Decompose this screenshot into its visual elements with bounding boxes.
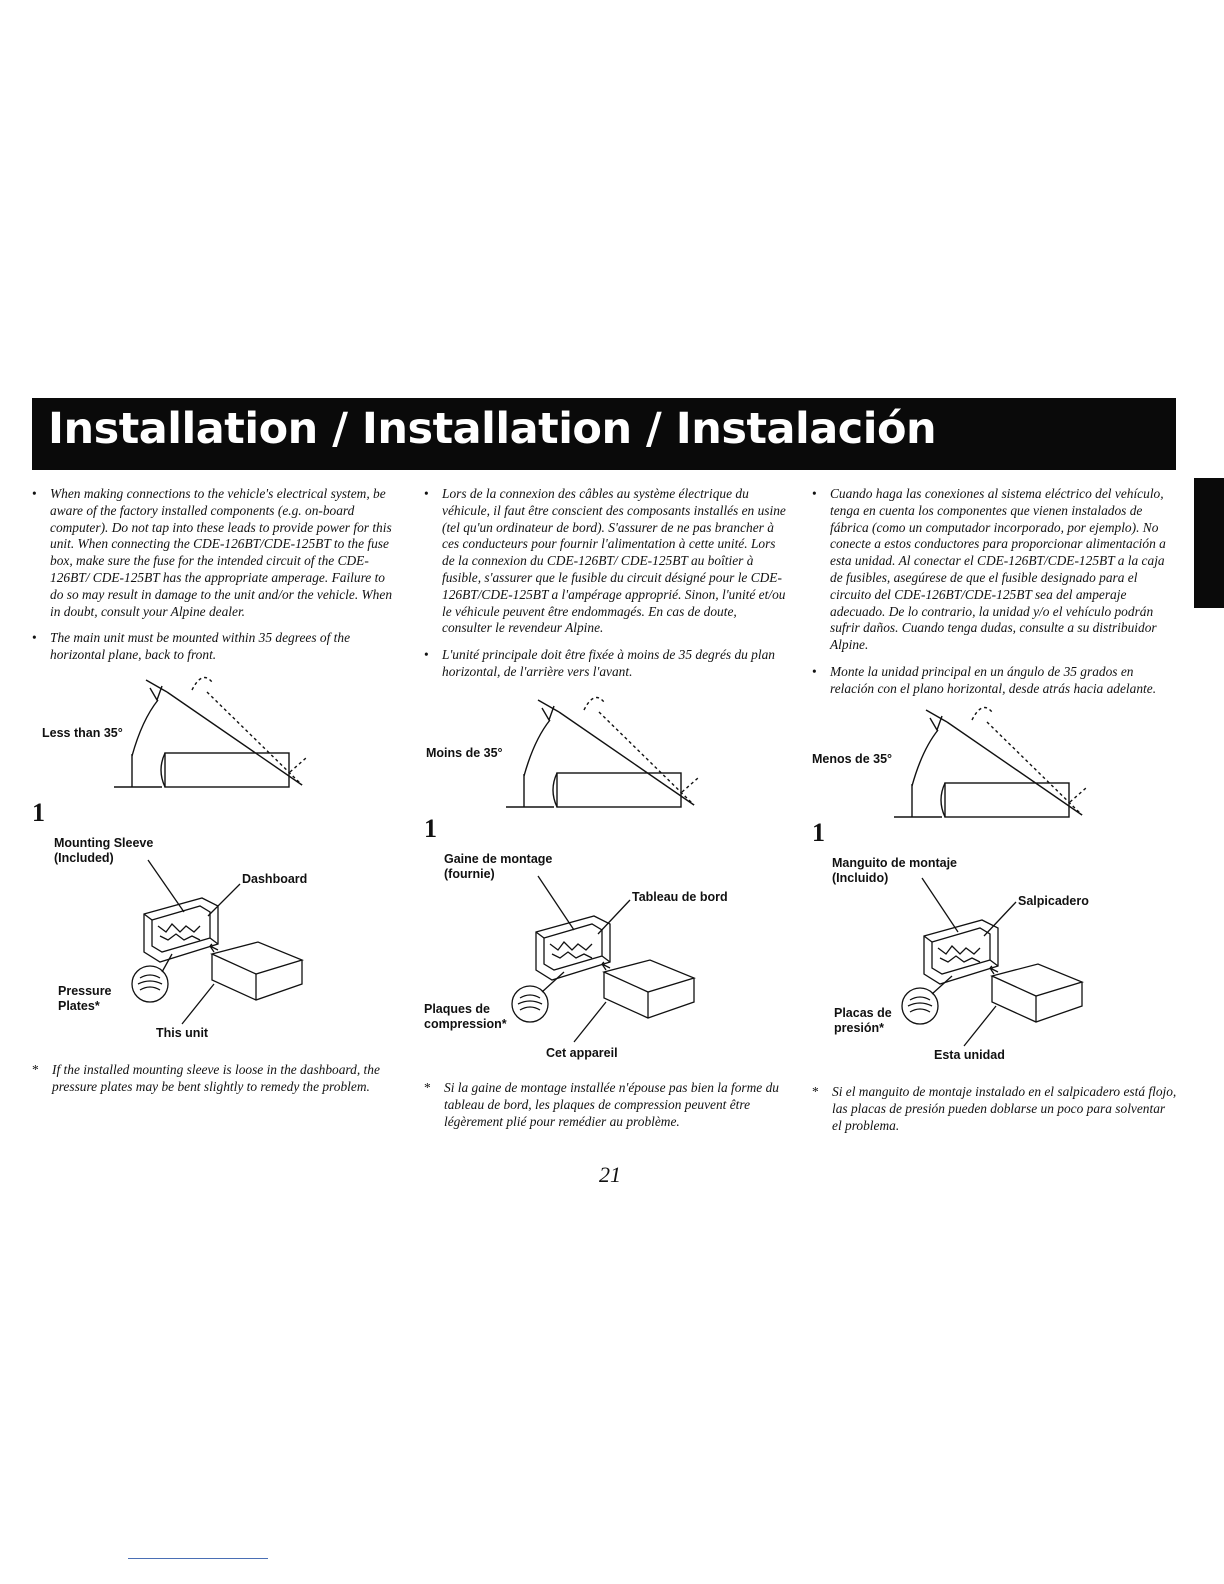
mounting-illustration (32, 834, 332, 1054)
footer-line (128, 1558, 268, 1559)
mounting-illustration (812, 856, 1112, 1076)
angle-illustration (812, 690, 1112, 830)
column-english (32, 486, 394, 674)
step-number: 1 (812, 818, 825, 847)
compression-plates-label: Plaques de (424, 1002, 490, 1016)
footnote-text: Si el manguito de montaje instalado en el salpicadero está flojo, las placas de presión pueden doblarse un poco para solventar el problema. (832, 1084, 1177, 1133)
column-french (424, 486, 786, 691)
bullet-list (812, 486, 1174, 698)
mounting-sleeve-label-sub: (Incluido) (832, 871, 889, 885)
bullet-item: • Lors de la connexion des câbles au système électrique du véhicule, il faut être conscient des composants installés en usine (tel qu'un ordinateur de bord). S'assurer de ne pas brancher à ces conducteurs pour fournir l'alimentation à cette unité. Lors de la connexion du CDE-126BT/ CDE-125BT au boîtier à fusible, s'assurer que le fusible du circuit désigné pour le CDE-126BT/CDE-125BT a l'ampérage approprié. Sinon, l'unité et/ou le véhicule peuvent être endommagés. En cas de doute, consulter le revendeur Alpine. (424, 486, 786, 637)
footnote-spanish (812, 1084, 1177, 1134)
step-number: 1 (32, 798, 45, 827)
footnote-text: If the installed mounting sleeve is loose in the dashboard, the pressure plates may be bent slightly to remedy the problem. (52, 1062, 380, 1094)
column-spanish (812, 486, 1174, 708)
mounting-sleeve-label-sub: (Included) (54, 851, 114, 865)
unit-label: Cet appareil (546, 1046, 618, 1060)
pressure-plates-label: Placas de (834, 1006, 892, 1020)
pressure-plates-label-sub: presión* (834, 1021, 885, 1035)
footnote-marker: * (424, 1080, 431, 1095)
footnote-marker: * (812, 1084, 819, 1099)
bullet-item: • Cuando haga las conexiones al sistema eléctrico del vehículo, tenga en cuenta los componentes que vienen instalados de fábrica (como un computador incorporado, por ejemplo). No conecte a estos conductores para proporcionar alimentación a esta unidad. Al conectar el CDE-126BT/CDE-125BT a la caja de fusibles, asegúrese de que el fusible designado para el circuito del CDE-126BT/CDE-125BT sea del amperaje adecuado. De lo contrario, la unidad y/o el vehículo podrán sufrir daños. Cuando tenga dudas, consulte a su distribuidor Alpine. (812, 486, 1174, 654)
bullet-item: • L'unité principale doit être fixée à moins de 35 degrés du plan horizontal, de l'arrière vers l'avant. (424, 647, 786, 681)
angle-label: Less than 35° (42, 726, 123, 740)
dashboard-label: Tableau de bord (632, 890, 728, 904)
angle-illustration (32, 660, 332, 800)
bullet-item: • When making connections to the vehicle's electrical system, be aware of the factory installed components (e.g. on-board computer). Do not tap into these leads to provide power for this unit. When connecting the CDE-126BT/CDE-125BT to the fuse box, make sure the fuse for the intended circuit of the CDE-126BT/ CDE-125BT has the appropriate amperage. Failure to do so may result in damage to the unit and/or the vehicle. When in doubt, consult your Alpine dealer. (32, 486, 394, 620)
unit-label: Esta unidad (934, 1048, 1005, 1062)
dashboard-label: Dashboard (242, 872, 308, 886)
mounting-diagram-english (32, 834, 412, 1054)
section-header-banner (32, 398, 1176, 470)
mounting-sleeve-label-sub: (fournie) (444, 867, 495, 881)
footnote-text: Si la gaine de montage installée n'épouse pas bien la forme du tableau de bord, les plaques de compression peuvent être légèrement plié pour remédier au problème. (444, 1080, 779, 1129)
angle-label: Moins de 35° (426, 746, 503, 760)
pressure-plates-label-sub: Plates* (58, 999, 100, 1013)
bullet-list (32, 486, 394, 664)
section-side-tab (1194, 478, 1224, 608)
bullet-list (424, 486, 786, 681)
page-title: Installation / Installation / Instalación (48, 404, 937, 454)
unit-label: This unit (156, 1026, 209, 1040)
mounting-illustration (424, 852, 724, 1072)
mounting-sleeve-label: Gaine de montage (444, 852, 553, 866)
angle-illustration (424, 680, 724, 820)
mounting-diagram-spanish (812, 856, 1192, 1076)
bullet-item: • Monte la unidad principal en un ángulo de 35 grados en relación con el plano horizontal, desde atrás hacia adelante. (812, 664, 1174, 698)
angle-diagram-french (424, 680, 804, 820)
angle-label: Menos de 35° (812, 752, 893, 766)
mounting-diagram-french (424, 852, 804, 1072)
step-number: 1 (424, 814, 437, 843)
mounting-sleeve-label: Manguito de montaje (832, 856, 957, 870)
angle-diagram-spanish (812, 690, 1192, 830)
page-number: 21 (599, 1162, 621, 1187)
footnote-french (424, 1080, 789, 1130)
footnote-marker: * (32, 1062, 39, 1077)
compression-plates-label-sub: compression* (424, 1017, 507, 1031)
bullet-item: • The main unit must be mounted within 35 degrees of the horizontal plane, back to front. (32, 630, 394, 664)
pressure-plates-label: Pressure (58, 984, 112, 998)
dashboard-label: Salpicadero (1018, 894, 1089, 908)
mounting-sleeve-label: Mounting Sleeve (54, 836, 154, 850)
footnote-english (32, 1062, 397, 1096)
